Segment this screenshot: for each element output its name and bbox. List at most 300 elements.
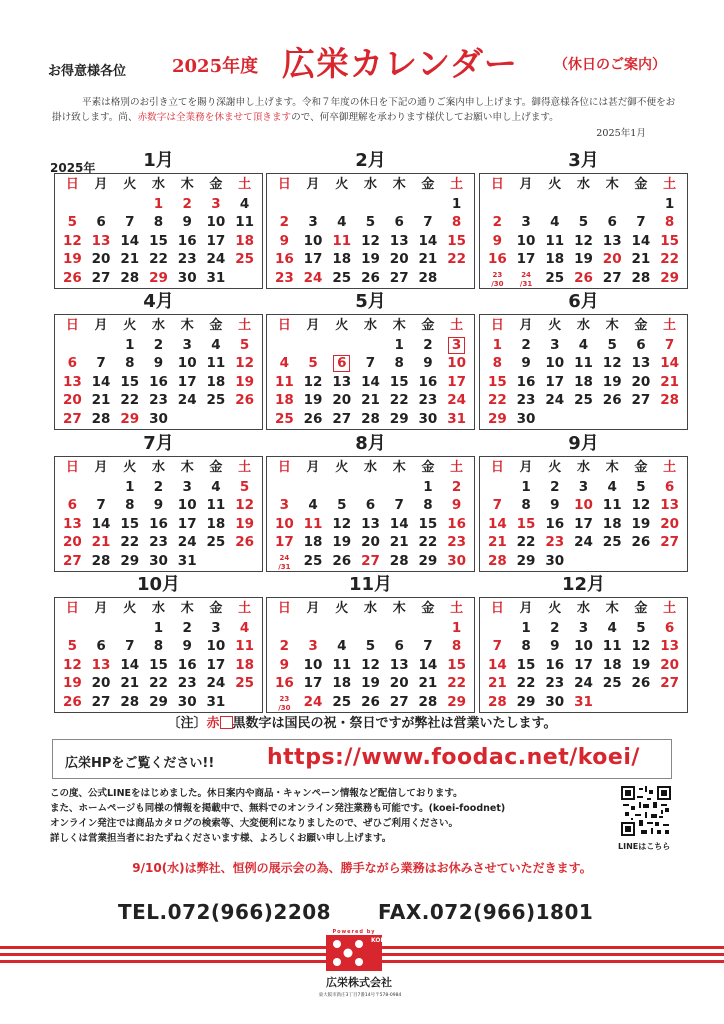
day-cell: 10 — [303, 232, 323, 249]
intro-line2: ので、何卒御理解を承わります様伏してお願い申し上げます。 — [291, 112, 559, 123]
weekday-header: 土 — [450, 177, 464, 192]
day-cell: 3 — [211, 619, 221, 636]
day-cell: 27 — [602, 269, 622, 286]
line-info-line: オンライン発注では商品カタログの検索等、大変便利になりましたので、ぜひご利用ください。 — [50, 818, 459, 829]
day-cell: 3 — [578, 478, 589, 495]
empty-cell — [58, 478, 87, 497]
empty-cell — [569, 552, 598, 571]
day-cell: 28 — [120, 269, 140, 286]
day-cell: 16 — [177, 232, 197, 249]
day-cell: 14 — [389, 515, 409, 532]
day-cell: 16 — [177, 656, 197, 673]
day-cell: 22 — [516, 675, 536, 691]
day-cell: 1 — [451, 619, 462, 636]
day-cell: 13 — [332, 373, 352, 390]
day-cell: 20 — [332, 392, 352, 408]
day-cell: 19 — [235, 373, 255, 390]
weekday-header: 火 — [335, 318, 349, 333]
homepage-label: 広栄HPをご覧ください!! — [65, 756, 215, 771]
day-cell: 1 — [492, 336, 503, 353]
day-cell: 10 — [274, 515, 294, 532]
day-cell: 6 — [636, 336, 646, 353]
empty-cell — [598, 195, 627, 214]
day-cell: 20 — [62, 392, 82, 408]
day-cell: 28 — [487, 693, 507, 710]
day-cell: 27 — [660, 675, 680, 691]
empty-cell — [230, 410, 259, 429]
day-cell: 14 — [120, 232, 140, 249]
day-cell: 10 — [206, 214, 226, 230]
weekday-header: 金 — [421, 601, 435, 616]
day-cell: 13 — [361, 515, 380, 532]
day-cell: 2 — [182, 195, 192, 212]
weekday-header: 金 — [209, 601, 223, 616]
empty-cell — [327, 478, 356, 497]
day-cell: 15 — [660, 232, 680, 249]
day-cell: 16 — [447, 515, 467, 532]
month-calendar — [479, 433, 688, 572]
day-cell: 4 — [550, 214, 560, 230]
day-cell: 10 — [545, 355, 565, 371]
empty-cell — [327, 619, 356, 638]
weekday-header: 木 — [180, 177, 194, 192]
day-cell: 12 — [235, 497, 255, 513]
day-cell: 2 — [153, 478, 164, 495]
weekday-header: 金 — [634, 177, 648, 192]
powered-by-text: Powered by — [332, 929, 376, 935]
day-cell: 3 — [550, 336, 560, 353]
day-cell: 17 — [303, 251, 323, 267]
qr-code-icon[interactable] — [621, 786, 671, 836]
day-cell: 30 — [149, 552, 168, 569]
weekday-header: 日 — [277, 460, 291, 475]
weekday-header: 火 — [335, 460, 349, 475]
month-calendar — [266, 150, 475, 289]
day-cell: 19 — [631, 515, 651, 532]
day-cell: 25 — [332, 269, 352, 286]
day-cell: 20 — [91, 251, 111, 267]
day-cell: 28 — [361, 410, 380, 427]
day-cell: 15 — [447, 656, 467, 673]
day-cell: 6 — [67, 355, 78, 371]
empty-cell — [270, 195, 299, 214]
empty-cell — [356, 619, 385, 638]
month-title: 6月 — [568, 291, 599, 312]
weekday-header: 土 — [238, 177, 252, 192]
day-cell: 5 — [578, 214, 589, 230]
logo-text: KOEI — [371, 937, 387, 944]
weekday-header: 月 — [94, 601, 108, 616]
day-cell: 25 — [206, 392, 226, 408]
month-box — [54, 314, 263, 430]
day-cell: 11 — [332, 656, 352, 673]
day-cell: 8 — [451, 214, 462, 230]
day-cell: 27 — [91, 269, 111, 286]
legend-note — [0, 712, 724, 731]
day-cell: 25 — [274, 410, 294, 427]
day-cell: 6 — [394, 214, 404, 230]
empty-cell — [512, 195, 541, 214]
month-title: 12月 — [561, 574, 606, 595]
day-cell: 28 — [631, 269, 651, 286]
empty-cell — [173, 410, 202, 429]
day-cell: 29 — [120, 410, 140, 427]
day-cell: 9 — [182, 638, 192, 654]
weekday-header: 月 — [306, 177, 320, 192]
day-cell: 15 — [149, 656, 168, 673]
company-address: 東大阪市新庄3丁目7番14号〒578-0984 — [318, 993, 402, 998]
day-cell: 7 — [125, 214, 135, 230]
weekday-header: 木 — [180, 318, 194, 333]
day-cell: 16 — [274, 251, 294, 267]
month-title: 8月 — [355, 433, 386, 454]
empty-cell — [299, 336, 328, 355]
day-cell: 15 — [487, 373, 507, 390]
day-cell: 27 — [389, 693, 409, 710]
day-cell: 1 — [153, 619, 164, 636]
day-cell: 9 — [153, 497, 164, 513]
day-cell: 7 — [636, 214, 646, 230]
day-cell: 21 — [487, 534, 507, 550]
day-cell: 6 — [607, 214, 617, 230]
day-cell: 19 — [235, 515, 255, 532]
weekday-header: 日 — [490, 177, 504, 192]
day-cell: 30 — [447, 552, 467, 569]
day-cell: 1 — [451, 195, 462, 212]
day-cell: 19 — [62, 251, 82, 267]
weekday-header: 土 — [238, 318, 252, 333]
day-cell: 30 — [545, 552, 565, 569]
empty-cell — [385, 195, 414, 214]
weekday-header: 日 — [490, 460, 504, 475]
month-title: 11月 — [348, 574, 393, 595]
day-cell: 2 — [279, 638, 290, 654]
day-cell: 22 — [487, 392, 507, 408]
day-cell: 29 — [149, 269, 168, 286]
empty-cell — [385, 619, 414, 638]
legend-text: 黒数字は国民の祝・祭日ですが弊社は営業いたします。 — [232, 716, 557, 731]
day-cell: 7 — [423, 638, 433, 654]
weekday-header: 火 — [335, 601, 349, 616]
weekday-header: 木 — [180, 601, 194, 616]
month-box — [54, 597, 263, 713]
weekday-header: 火 — [123, 460, 137, 475]
line-info-line: また、ホームページも同様の情報を掲載中で、無料でのオンライン発注業務も可能です。(koei-foodnet) — [50, 803, 506, 814]
day-cell: 30 — [516, 410, 536, 427]
weekday-header: 水 — [151, 177, 165, 192]
day-cell: 6 — [96, 638, 106, 654]
day-cell: 7 — [365, 355, 376, 371]
weekday-header: 水 — [151, 601, 165, 616]
day-cell: 13 — [631, 355, 651, 371]
empty-cell — [442, 269, 471, 288]
empty-cell — [327, 336, 356, 355]
weekday-header: 日 — [65, 460, 79, 475]
day-cell: 18 — [332, 251, 352, 267]
day-split: 23 /30 — [491, 270, 504, 288]
day-cell: 1 — [423, 478, 433, 495]
day-cell: 17 — [303, 675, 323, 691]
empty-cell — [202, 410, 231, 429]
weekday-header: 水 — [576, 177, 590, 192]
phone-number: TEL.072(966)2208 — [118, 900, 332, 924]
day-cell: 24 — [206, 675, 226, 691]
day-cell: 12 — [332, 515, 352, 532]
day-cell: 6 — [394, 638, 404, 654]
empty-cell — [230, 693, 259, 712]
weekday-header: 水 — [363, 177, 377, 192]
weekday-header: 金 — [634, 460, 648, 475]
month-box — [266, 456, 475, 572]
line-info — [50, 786, 610, 846]
empty-cell — [58, 195, 87, 214]
weekday-header: 火 — [548, 601, 562, 616]
day-cell: 20 — [660, 656, 680, 673]
empty-cell — [299, 478, 328, 497]
day-cell: 26 — [62, 269, 82, 286]
weekday-header: 土 — [663, 601, 677, 616]
day-cell: 13 — [660, 638, 680, 654]
day-cell: 11 — [206, 355, 226, 371]
day-cell: 17 — [206, 232, 226, 249]
day-cell: 19 — [361, 251, 380, 267]
weekday-header: 日 — [65, 318, 79, 333]
month-box — [479, 456, 688, 572]
day-cell: 9 — [550, 638, 560, 654]
day-cell: 1 — [125, 336, 135, 353]
weekday-header: 月 — [306, 601, 320, 616]
day-cell: 14 — [120, 656, 140, 673]
day-cell: 13 — [91, 656, 111, 673]
weekday-header: 火 — [123, 177, 137, 192]
day-cell: 28 — [418, 269, 438, 286]
day-cell: 22 — [149, 675, 168, 691]
day-cell: 4 — [279, 355, 290, 371]
day-cell: 29 — [418, 552, 438, 569]
day-cell: 24 — [447, 392, 467, 408]
day-cell: 20 — [389, 251, 409, 267]
day-cell: 24 — [574, 675, 593, 691]
day-cell: 28 — [120, 693, 140, 710]
empty-cell — [483, 478, 512, 497]
day-cell: 22 — [516, 534, 536, 550]
day-cell: 25 — [545, 269, 565, 286]
day-split: 23 /30 — [278, 694, 291, 712]
weekday-header: 月 — [94, 177, 108, 192]
weekday-header: 水 — [363, 318, 377, 333]
homepage-banner — [52, 739, 672, 779]
day-cell: 25 — [303, 552, 323, 569]
day-cell: 23 — [516, 392, 536, 408]
empty-cell — [115, 619, 144, 638]
weekday-header: 木 — [392, 601, 406, 616]
weekday-header: 水 — [363, 601, 377, 616]
day-cell: 14 — [487, 515, 507, 532]
day-cell: 26 — [574, 269, 593, 286]
day-cell: 18 — [602, 656, 622, 673]
empty-cell — [356, 336, 385, 355]
qr-caption: LINEはこちら — [618, 842, 671, 851]
weekday-header: 金 — [209, 318, 223, 333]
day-cell: 23 — [447, 534, 467, 550]
day-cell: 18 — [274, 392, 294, 408]
weekday-header: 月 — [306, 460, 320, 475]
day-cell: 27 — [660, 534, 680, 550]
weekday-header: 月 — [94, 318, 108, 333]
month-calendar — [54, 150, 263, 289]
day-cell: 2 — [423, 336, 433, 353]
weekday-header: 月 — [519, 460, 533, 475]
day-cell: 9 — [550, 497, 560, 513]
weekday-header: 日 — [490, 318, 504, 333]
day-cell: 26 — [631, 675, 651, 691]
day-cell: 29 — [120, 552, 140, 569]
day-cell: 8 — [664, 214, 675, 230]
weekday-header: 月 — [306, 318, 320, 333]
weekday-header: 木 — [180, 460, 194, 475]
weekday-header: 日 — [65, 177, 79, 192]
day-cell: 30 — [545, 693, 565, 710]
empty-cell — [627, 693, 656, 712]
day-cell: 29 — [447, 693, 467, 710]
day-cell: 25 — [206, 534, 226, 550]
day-cell: 2 — [550, 619, 560, 636]
day-cell: 17 — [574, 656, 593, 673]
day-split: 24 /31 — [519, 270, 533, 288]
day-cell: 12 — [62, 656, 82, 673]
day-cell: 7 — [394, 497, 404, 513]
weekday-header: 土 — [238, 601, 252, 616]
day-cell: 15 — [447, 232, 467, 249]
day-cell: 3 — [182, 336, 192, 353]
day-cell: 13 — [62, 515, 82, 532]
day-cell: 17 — [516, 251, 536, 267]
day-cell: 23 — [177, 675, 197, 691]
empty-cell — [270, 336, 299, 355]
day-cell: 28 — [389, 552, 409, 569]
empty-cell — [58, 336, 87, 355]
empty-cell — [627, 195, 656, 214]
day-cell: 21 — [418, 251, 438, 267]
day-cell: 16 — [149, 373, 168, 390]
day-cell: 17 — [545, 373, 565, 390]
day-cell: 22 — [447, 251, 467, 267]
weekday-header: 木 — [392, 177, 406, 192]
weekday-header: 土 — [450, 601, 464, 616]
day-cell: 13 — [602, 232, 622, 249]
day-cell: 22 — [120, 392, 140, 408]
day-cell: 14 — [631, 232, 651, 249]
empty-cell — [414, 619, 443, 638]
empty-cell — [299, 195, 328, 214]
day-cell: 13 — [91, 232, 111, 249]
month-box — [479, 314, 688, 430]
day-cell: 6 — [327, 354, 356, 373]
day-cell: 20 — [389, 675, 409, 691]
day-cell: 11 — [574, 355, 593, 371]
day-cell: 4 — [308, 497, 318, 513]
day-cell: 11 — [332, 232, 352, 249]
day-cell: 25 — [235, 251, 255, 267]
day-cell: 5 — [308, 355, 318, 371]
year-label: 2025年 — [50, 161, 96, 175]
day-cell: 26 — [602, 392, 622, 408]
intro-red-text: 赤数字は全業務を休ませて頂きます — [137, 112, 292, 123]
month-title: 9月 — [568, 433, 599, 454]
day-cell: 26 — [303, 410, 323, 427]
day-cell: 9 — [492, 232, 503, 249]
day-cell: 24 — [177, 392, 197, 408]
day-cell: 6 — [67, 497, 78, 513]
day-cell: 10 — [516, 232, 536, 249]
weekday-header: 水 — [151, 460, 165, 475]
day-cell: 5 — [239, 478, 250, 495]
day-cell: 17 — [206, 656, 226, 673]
empty-cell — [598, 552, 627, 571]
day-cell: 4 — [337, 638, 347, 654]
empty-cell — [483, 619, 512, 638]
homepage-link[interactable]: https://www.foodac.net/koei/ — [267, 745, 640, 770]
day-cell: 14 — [487, 656, 507, 673]
day-cell: 8 — [153, 214, 164, 230]
empty-cell — [87, 336, 116, 355]
day-cell: 5 — [636, 478, 646, 495]
day-cell: 6 — [365, 497, 376, 513]
day-cell: 8 — [125, 497, 135, 513]
weekday-header: 土 — [450, 460, 464, 475]
weekday-header: 水 — [576, 601, 590, 616]
day-cell: 13 — [389, 232, 409, 249]
empty-cell — [87, 619, 116, 638]
day-cell: 5 — [607, 336, 617, 353]
day-cell: 2 — [521, 336, 531, 353]
day-cell: 4 — [607, 619, 617, 636]
weekday-header: 金 — [421, 177, 435, 192]
day-cell: 11 — [602, 638, 622, 654]
day-cell: 1 — [153, 195, 164, 212]
day-cell: 24 — [303, 269, 323, 286]
month-box — [266, 597, 475, 713]
day-cell: 8 — [125, 355, 135, 371]
day-cell: 7 — [96, 497, 106, 513]
day-cell: 20 — [602, 251, 622, 267]
day-cell: 26 — [332, 552, 352, 569]
month-calendar — [54, 291, 263, 430]
closure-notice: 9/10(水)は弊社、恒例の展示会の為、勝手ながら業務はお休みさせていただきます。 — [132, 861, 592, 875]
day-cell: 12 — [631, 638, 651, 654]
day-cell: 2 — [279, 214, 290, 230]
day-cell: 5 — [239, 336, 250, 353]
empty-cell — [87, 195, 116, 214]
empty-cell — [58, 619, 87, 638]
weekday-header: 土 — [663, 460, 677, 475]
day-cell: 30 — [177, 269, 197, 286]
year-title: 2025年度 — [172, 56, 259, 77]
day-cell: 2 — [153, 336, 164, 353]
day-cell: 9 — [279, 656, 290, 673]
day-cell: 23 — [418, 392, 438, 408]
month-title: 5月 — [355, 291, 386, 312]
weekday-header: 月 — [94, 460, 108, 475]
day-cell: 7 — [96, 355, 106, 371]
day-cell: 9 — [521, 355, 531, 371]
empty-cell — [627, 410, 656, 429]
day-cell: 24 — [574, 534, 593, 550]
month-calendar — [479, 150, 688, 289]
day-cell: 25 — [332, 693, 352, 710]
weekday-header: 木 — [605, 601, 619, 616]
day-cell: 26 — [235, 392, 255, 408]
